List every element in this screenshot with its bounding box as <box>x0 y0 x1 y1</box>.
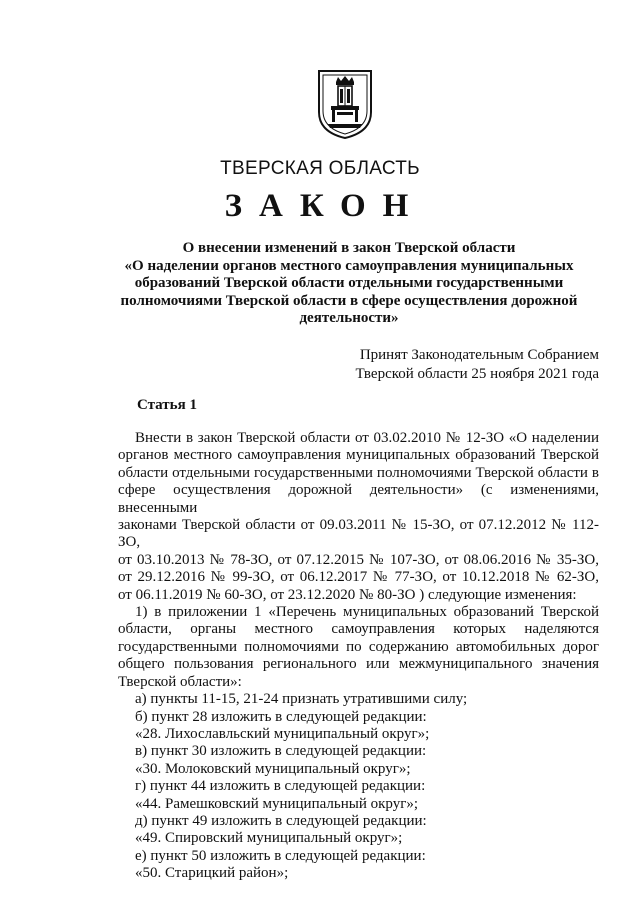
paragraph-line: от 03.10.2013 № 78-ЗО, от 07.12.2015 № 107-ЗО, от 08.06.2016 № 35-ЗО, <box>118 551 599 568</box>
list-item: б) пункт 28 изложить в следующей редакции: <box>135 708 427 725</box>
title-line: О внесении изменений в закон Тверской области <box>182 240 516 256</box>
list-item: в) пункт 30 изложить в следующей редакции: <box>135 743 427 760</box>
list-item: д) пункт 49 изложить в следующей редакции: <box>135 812 427 829</box>
list-item: «44. Рамешковский муниципальный округ»; <box>135 795 419 812</box>
paragraph-line: органов местного самоуправления муниципальных образований Тверской <box>118 447 599 464</box>
list-item: «30. Молоковский муниципальный округ»; <box>135 760 411 777</box>
list-item: «49. Спировский муниципальный округ»; <box>135 830 403 847</box>
paragraph-line: Внести в закон Тверской области от 03.02.2010 № 12-ЗО «О наделении <box>135 430 599 446</box>
title-line: образований Тверской области отдельными государственными <box>134 275 564 292</box>
list-item: «50. Старицкий район»; <box>135 865 289 882</box>
paragraph-line: от 06.11.2019 № 60-ЗО, от 23.12.2020 № 80-ЗО ) следующие изменения: <box>118 586 577 603</box>
paragraph-line: государственными полномочиями по содержанию автомобильных дорог <box>118 638 599 655</box>
adoption-line: Тверской области 25 ноября 2021 года <box>355 366 599 382</box>
adoption-line: Принят Законодательным Собранием <box>359 347 599 363</box>
list-item: г) пункт 44 изложить в следующей редакции: <box>135 778 426 795</box>
paragraph-line: области отдельными государственными полномочиями Тверской области в <box>118 464 599 481</box>
paragraph-line: сфере осуществления дорожной деятельности» (с изменениями, внесенными <box>118 482 599 516</box>
title-line: «О наделении органов местного самоуправления муниципальных <box>124 257 574 274</box>
law-title <box>118 240 580 328</box>
paragraph-line: общего пользования регионального или межмуниципального значения <box>118 656 599 673</box>
adoption-note <box>356 346 599 384</box>
list-item: е) пункт 50 изложить в следующей редакции: <box>135 847 426 864</box>
paragraph-line: Тверской области»: <box>118 673 242 690</box>
paragraph-line: законами Тверской области от 09.03.2011 № 15-ЗО, от 07.12.2012 № 112-ЗО, <box>118 517 599 551</box>
article-body <box>118 430 599 883</box>
paragraph-line: от 29.12.2016 № 99-ЗО, от 06.12.2017 № 77-ЗО, от 10.12.2018 № 62-ЗО, <box>118 569 599 586</box>
tver-coat-of-arms-icon <box>316 68 374 140</box>
title-line: деятельности» <box>299 310 399 327</box>
document-type: ЗАКОН <box>224 188 426 224</box>
list-item: а) пункты 11-15, 21-24 признать утратившими силу; <box>135 691 468 708</box>
paragraph-line: 1) в приложении 1 «Перечень муниципальных образований Тверской <box>135 604 599 621</box>
article-heading: Статья 1 <box>137 397 197 413</box>
paragraph-line: области, органы местного самоуправления которых наделяются <box>118 621 599 638</box>
region-name: ТВЕРСКАЯ ОБЛАСТЬ <box>220 158 420 179</box>
title-line: полномочиями Тверской области в сфере осуществления дорожной <box>120 292 578 309</box>
list-item: «28. Лихославльский муниципальный округ»; <box>135 725 430 742</box>
